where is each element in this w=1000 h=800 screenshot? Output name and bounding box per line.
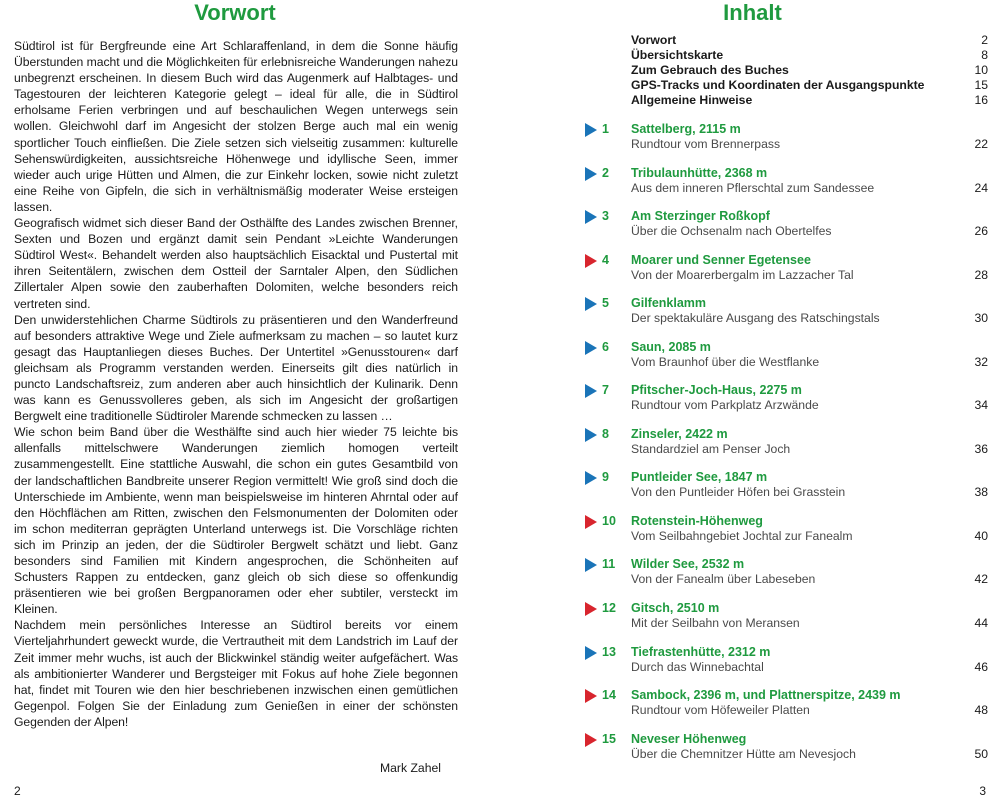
tour-subtitle: Standardziel am Penser Joch xyxy=(631,442,791,456)
tour-number: 11 xyxy=(602,557,616,571)
left-page xyxy=(0,0,480,800)
toc-tour-item[interactable] xyxy=(585,556,988,588)
tour-title: Tiefrastenhütte, 2312 m xyxy=(631,645,771,659)
tour-subtitle: Mit der Seilbahn von Meransen xyxy=(631,616,800,630)
toc-tour-item[interactable] xyxy=(585,165,988,197)
tour-page: 42 xyxy=(974,572,988,586)
tour-page: 24 xyxy=(974,181,988,195)
tour-number: 1 xyxy=(602,122,609,136)
tour-title: Tribulaunhütte, 2368 m xyxy=(631,166,768,180)
arrow-right-icon xyxy=(585,123,597,137)
tour-number: 4 xyxy=(602,253,609,267)
page-title-inhalt: Inhalt xyxy=(723,0,782,25)
foreword-paragraph: Den unwiderstehlichen Charme Südtirols zu präsentieren und den Wanderfreund auf besonders attraktive Wege und Ziele aufmerksam zu machen – so lautet kurz gesagt das Hauptanliegen dieses Buches. Der Untertitel »Genusstouren« darf gleichsam als Programm verstanden werden. Einerseits gilt dies natürlich in puncto Landschaftsreiz, zum anderen aber auch hinsichtlich der Kulinarik. Denn was kann es Genussvolleres geben, als sich im Angesicht der großartigen Bergwelt eine traditionelle Südtiroler Marende schmecken zu lassen … xyxy=(14,312,458,424)
tour-number: 7 xyxy=(602,383,609,397)
toc-intro-title: Zum Gebrauch des Buches xyxy=(631,63,789,77)
toc-tour-item[interactable] xyxy=(585,382,988,414)
tour-subtitle: Rundtour vom Brennerpass xyxy=(631,137,781,151)
arrow-right-icon xyxy=(585,471,597,485)
toc-tour-item[interactable] xyxy=(585,426,988,458)
tour-page: 36 xyxy=(974,442,988,456)
foreword-paragraph: Südtirol ist für Bergfreunde eine Art Schlaraffenland, in dem die Sonne häufig Überstunden macht und die Möglichkeiten für erlebnisreiche Wanderungen nahezu unbegrenzt erscheinen. In diesem Buch wird das Augenmerk auf Halbtages- und Tagestouren der leichteren Kategorie gelegt – ideal für alle, die in Südtirol erholsame Ferien verbringen und auf beschaulichen Wegen unterwegs sein wollen. Gleichwohl darf im Angesicht der stolzen Berge auch mal ein wenig sportlicher Touch einfließen. Die Ziele setzen sich vielseitig zusammen: kulturelle Sehenswürdigkeiten, aussichtsreiche Höhenwege und idyllische Seen, immer wieder auch urige Hütten und Almen, die zur Einkehr locken, sowie nicht zuletzt eine Reihe von Gipfeln, die sich in verhältnismäßig moderater Weise ersteigen lassen. xyxy=(14,39,458,214)
tour-subtitle: Vom Braunhof über die Westflanke xyxy=(631,355,820,369)
arrow-right-icon xyxy=(585,733,597,747)
toc-intro-item[interactable] xyxy=(631,48,988,63)
arrow-right-icon xyxy=(585,515,597,529)
toc-tour-item[interactable] xyxy=(585,252,988,284)
tour-subtitle: Durch das Winnebachtal xyxy=(631,660,764,674)
tour-number: 12 xyxy=(602,601,616,615)
tour-title: Neveser Höhenweg xyxy=(631,732,747,746)
toc-intro-page: 10 xyxy=(974,63,988,77)
toc-intro-title: GPS-Tracks und Koordinaten der Ausgangspunkte xyxy=(631,78,925,92)
tour-page: 38 xyxy=(974,485,988,499)
toc-intro-page: 8 xyxy=(981,48,988,62)
toc-intro-item[interactable] xyxy=(631,33,988,48)
arrow-right-icon xyxy=(585,167,597,181)
toc-tour-item[interactable] xyxy=(585,469,988,501)
toc-tour-item[interactable] xyxy=(585,731,988,763)
page-number-left: 2 xyxy=(14,784,21,798)
tour-subtitle: Von den Puntleider Höfen bei Grasstein xyxy=(631,485,846,499)
tour-number: 10 xyxy=(602,514,616,528)
page-number-right: 3 xyxy=(979,784,986,798)
tour-page: 30 xyxy=(974,311,988,325)
arrow-right-icon xyxy=(585,428,597,442)
foreword-text xyxy=(14,38,458,730)
arrow-right-icon xyxy=(585,646,597,660)
toc-tour-item[interactable] xyxy=(585,121,988,153)
toc-intro-item[interactable] xyxy=(631,78,988,93)
arrow-right-icon xyxy=(585,689,597,703)
tour-subtitle: Vom Seilbahngebiet Jochtal zur Fanealm xyxy=(631,529,853,543)
foreword-paragraph: Nachdem mein persönliches Interesse an Südtirol bereits vor einem Vierteljahrhundert geweckt wurde, die Vertrautheit mit dem Landstrich im Lauf der Zeit immer mehr wuchs, ist auch der Blickwinkel ständig weiter aufgefächert. Was als ambitionierter Wanderer und Bergsteiger mit Fokus auf hohe Ziele begonnen hat, findet mit Touren wie den hier beschriebenen inzwischen einen gemütlichen Gegenpol. Folgen Sie der Einladung zum Genießen in einer der schönsten Gegenden der Alpen! xyxy=(14,618,458,729)
tour-number: 14 xyxy=(602,688,616,702)
tour-subtitle: Aus dem inneren Pflerschtal zum Sandessee xyxy=(631,181,875,195)
toc-tour-item[interactable] xyxy=(585,600,988,632)
tour-page: 34 xyxy=(974,398,988,412)
right-page xyxy=(500,0,1000,800)
toc-tour-item[interactable] xyxy=(585,295,988,327)
toc-intro-item[interactable] xyxy=(631,93,988,108)
toc-intro-title: Allgemeine Hinweise xyxy=(631,93,753,107)
tour-subtitle: Der spektakuläre Ausgang des Ratschingstals xyxy=(631,311,880,325)
toc-tour-item[interactable] xyxy=(585,644,988,676)
toc-intro-title: Vorwort xyxy=(631,33,677,47)
tour-number: 3 xyxy=(602,209,609,223)
tour-subtitle: Rundtour vom Parkplatz Arzwände xyxy=(631,398,819,412)
arrow-right-icon xyxy=(585,297,597,311)
tour-title: Sambock, 2396 m, und Plattnerspitze, 2439 m xyxy=(631,688,901,702)
toc-tour-item[interactable] xyxy=(585,208,988,240)
arrow-right-icon xyxy=(585,558,597,572)
tour-title: Wilder See, 2532 m xyxy=(631,557,745,571)
toc-intro-title: Übersichtskarte xyxy=(631,48,724,62)
tour-title: Saun, 2085 m xyxy=(631,340,711,354)
arrow-right-icon xyxy=(585,384,597,398)
toc-intro-page: 2 xyxy=(981,33,988,47)
tour-page: 26 xyxy=(974,224,988,238)
tour-title: Pfitscher-Joch-Haus, 2275 m xyxy=(631,383,802,397)
arrow-right-icon xyxy=(585,210,597,224)
author-signature: Mark Zahel xyxy=(380,761,441,775)
tour-page: 44 xyxy=(974,616,988,630)
tour-title: Puntleider See, 1847 m xyxy=(631,470,768,484)
tour-title: Am Sterzinger Roßkopf xyxy=(631,209,770,223)
toc-tour-item[interactable] xyxy=(585,687,988,719)
tour-subtitle: Über die Chemnitzer Hütte am Nevesjoch xyxy=(631,747,856,761)
tour-subtitle: Von der Fanealm über Labeseben xyxy=(631,572,816,586)
tour-number: 9 xyxy=(602,470,609,484)
tour-title: Gitsch, 2510 m xyxy=(631,601,720,615)
toc-intro-list xyxy=(631,33,988,108)
tour-number: 8 xyxy=(602,427,609,441)
tour-page: 48 xyxy=(974,703,988,717)
tour-title: Rotenstein-Höhenweg xyxy=(631,514,763,528)
tour-page: 40 xyxy=(974,529,988,543)
tour-page: 32 xyxy=(974,355,988,369)
tour-subtitle: Von der Moarerbergalm im Lazzacher Tal xyxy=(631,268,854,282)
tour-page: 22 xyxy=(974,137,988,151)
toc-intro-page: 15 xyxy=(974,78,988,92)
tour-subtitle: Rundtour vom Höfeweiler Platten xyxy=(631,703,810,717)
tour-title: Gilfenklamm xyxy=(631,296,707,310)
toc-intro-page: 16 xyxy=(974,93,988,107)
tour-number: 5 xyxy=(602,296,609,310)
tour-page: 50 xyxy=(974,747,988,761)
tour-subtitle: Über die Ochsenalm nach Obertelfes xyxy=(631,224,832,238)
arrow-right-icon xyxy=(585,602,597,616)
tour-number: 2 xyxy=(602,166,609,180)
tour-number: 15 xyxy=(602,732,616,746)
toc-intro-item[interactable] xyxy=(631,63,988,78)
tour-page: 28 xyxy=(974,268,988,282)
tour-title: Sattelberg, 2115 m xyxy=(631,122,741,136)
foreword-paragraph: Wie schon beim Band über die Westhälfte sind auch hier wieder 75 leichte bis allenfalls mittelschwere Wanderungen ziemlich homogen verteilt zusammengestellt. Eine stattliche Auswahl, die schon ein gutes Gesamtbild von der landschaftlichen Bandbreite unserer Region vermittelt! Wie groß sind doch die Unterschiede im Ambiente, wenn man beispielsweise im hinteren Ahrntal oder auf den Höchflächen am Ritten, zwischen den Felsmonumenten der Dolomiten oder im schon mediterran geprägten Unterland unterwegs ist. Die Vorschläge richten sich im Prinzip an jeden, der die Südtiroler Bergwelt schätzt und liebt. Ganz besonders sind Familien mit Kindern angesprochen, die Schönheiten auf Schusters Rappen zu entdecken, ganz gleich ob sich diese so offenkundig präsentieren wie bei großen Bergpanoramen oder eher subtiler, versteckt im Kleinen. xyxy=(14,425,458,617)
tour-page: 46 xyxy=(974,660,988,674)
tour-title: Moarer und Senner Egetensee xyxy=(631,253,811,267)
tour-number: 13 xyxy=(602,645,616,659)
arrow-right-icon xyxy=(585,254,597,268)
page-title-vorwort: Vorwort xyxy=(194,0,276,25)
tour-title: Zinseler, 2422 m xyxy=(631,427,728,441)
arrow-right-icon xyxy=(585,341,597,355)
foreword-paragraph: Geografisch widmet sich dieser Band der Osthälfte des Landes zwischen Brenner, Sexten und Bozen und ergänzt damit sein Pendant »Leichte Wanderungen Südtirol West«. Behandelt werden also hauptsächlich Eisacktal und Pustertal mit ihren Seitentälern, zwischen dem Ostteil der Sarntaler Alpen, den Südlichen Zillertaler Alpen sowie den zauberhaften Dolomiten, welche besonders reich vertreten sind. xyxy=(14,216,458,311)
toc-tour-item[interactable] xyxy=(585,339,988,371)
tour-number: 6 xyxy=(602,340,609,354)
toc-tour-item[interactable] xyxy=(585,513,988,545)
